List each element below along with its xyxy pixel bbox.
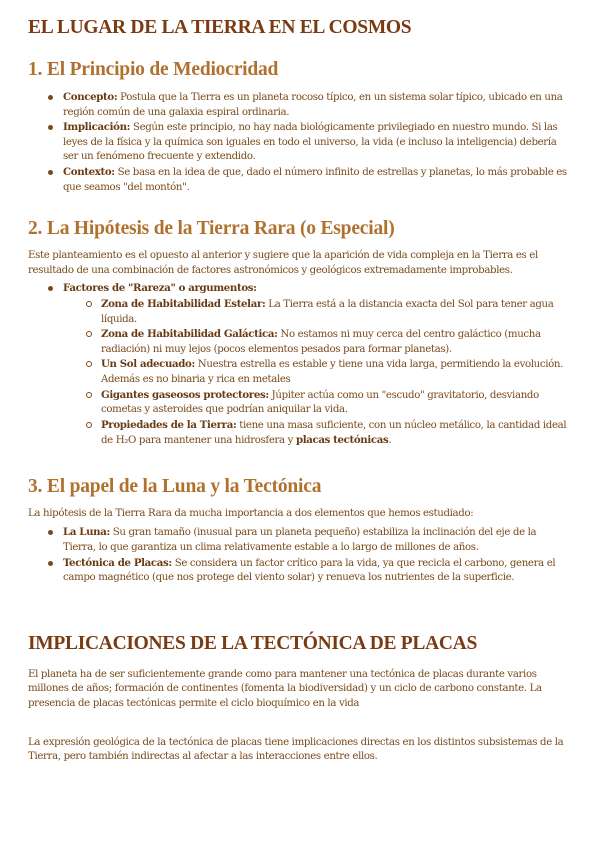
section-1-heading: 1. El Principio de Mediocridad (28, 59, 279, 80)
list-item: Contexto: Se basa en la idea de que, dado el número infinito de estrellas y planetas, lo más probable es que seamos "del montón". (28, 165, 570, 195)
section-3-heading: 3. El papel de la Luna y la Tectónica (28, 475, 322, 497)
sub-list-item: Zona de Habitabilidad Galáctica: No estamos ni muy cerca del centro galáctico (mucha radiación) ni muy lejos (pocos elementos pesados para formar planetas). (28, 327, 570, 357)
implications-title: IMPLICACIONES DE LA TECTÓNICA DE PLACAS (28, 632, 477, 654)
sub-list-item: Propiedades de la Tierra: tiene una masa suficiente, con un núcleo metálico, la cantidad ideal de H₂O para mantener una hidrosfera y placas tectónicas. (28, 418, 570, 449)
section-3-list (28, 525, 570, 585)
list-item: Factores de "Rareza" o argumentos: Zona de Habitabilidad Estelar: La Tierra está a la distancia exacta del Sol para tener agua líquida. Zona de Habitabilidad Galáctica: No estamos ni muy cerca del centro galáctico (mucha radiación) ni muy lejos (pocos elementos pesados para formar planetas). Un Sol adecuado: Nuestra estrella es estable y tiene una vida larga, permitiendo la evolución. Además es no binaria y rica en metales Gigantes gaseosos protectores: Júpiter actúa como un "escudo" gravitatorio, desviando cometas y asteroides que podrían aniquilar la vida. Propiedades de la Tierra: tiene una masa suficiente, con un núcleo metálico, la cantidad ideal de H₂O para mantener una hidrosfera y placas tectónicas. (28, 281, 570, 449)
section-3-intro: La hipótesis de la Tierra Rara da mucha importancia a dos elementos que hemos estudiado: (28, 507, 474, 519)
implications-paragraph-1: El planeta ha de ser suficientemente grande como para mantener una tectónica de placas durante varios millones de años; formación de continentes (fomenta la biodiversidad) y un ciclo de carbono constante. La presencia de placas tectónicas permite el ciclo bioquímico en la vida (28, 668, 542, 710)
sub-list-item: Gigantes gaseosos protectores: Júpiter actúa como un "escudo" gravitatorio, desviando cometas y asteroides que podrían aniquilar la vida. (28, 388, 570, 418)
list-item: La Luna: Su gran tamaño (inusual para un planeta pequeño) estabiliza la inclinación del eje de la Tierra, lo que garantiza un clima relativamente estable a lo largo de millones de años. (28, 525, 570, 555)
implications-paragraph-2: La expresión geológica de la tectónica de placas tiene implicaciones directas en los distintos subsistemas de la Tierra, pero también indirectas al afectar a las interacciones entre ellos. (28, 736, 564, 763)
list-item: Implicación: Según este principio, no hay nada biológicamente privilegiado en nuestro mundo. Si las leyes de la física y la química son iguales en todo el universo, la vida (e incluso la inteligencia) debería ser un fenómeno frecuente y extendido. (28, 120, 570, 165)
section-1-list (28, 90, 570, 195)
list-item: Tectónica de Placas: Se considera un factor crítico para la vida, ya que recicla el carbono, genera el campo magnético (que nos protege del viento solar) y renueva los nutrientes de la superficie. (28, 556, 570, 586)
list-item: Concepto: Postula que la Tierra es un planeta rocoso típico, en un sistema solar típico, ubicado en una región común de una galaxia espiral ordinaria. (28, 90, 570, 120)
section-2-heading: 2. La Hipótesis de la Tierra Rara (o Especial) (28, 218, 395, 240)
section-2-intro: Este planteamiento es el opuesto al anterior y sugiere que la aparición de vida compleja en la Tierra es el resultado de una combinación de factores astronómicos y geológicos extremadamente improbables. (28, 250, 538, 276)
sub-list-item: Un Sol adecuado: Nuestra estrella es estable y tiene una vida larga, permitiendo la evolución. Además es no binaria y rica en metales (28, 357, 570, 387)
page-title: EL LUGAR DE LA TIERRA EN EL COSMOS (28, 17, 412, 38)
sub-list-item: Zona de Habitabilidad Estelar: La Tierra está a la distancia exacta del Sol para tener agua líquida. (28, 297, 570, 327)
factors-sublist (63, 297, 570, 449)
section-2-list (28, 281, 570, 449)
